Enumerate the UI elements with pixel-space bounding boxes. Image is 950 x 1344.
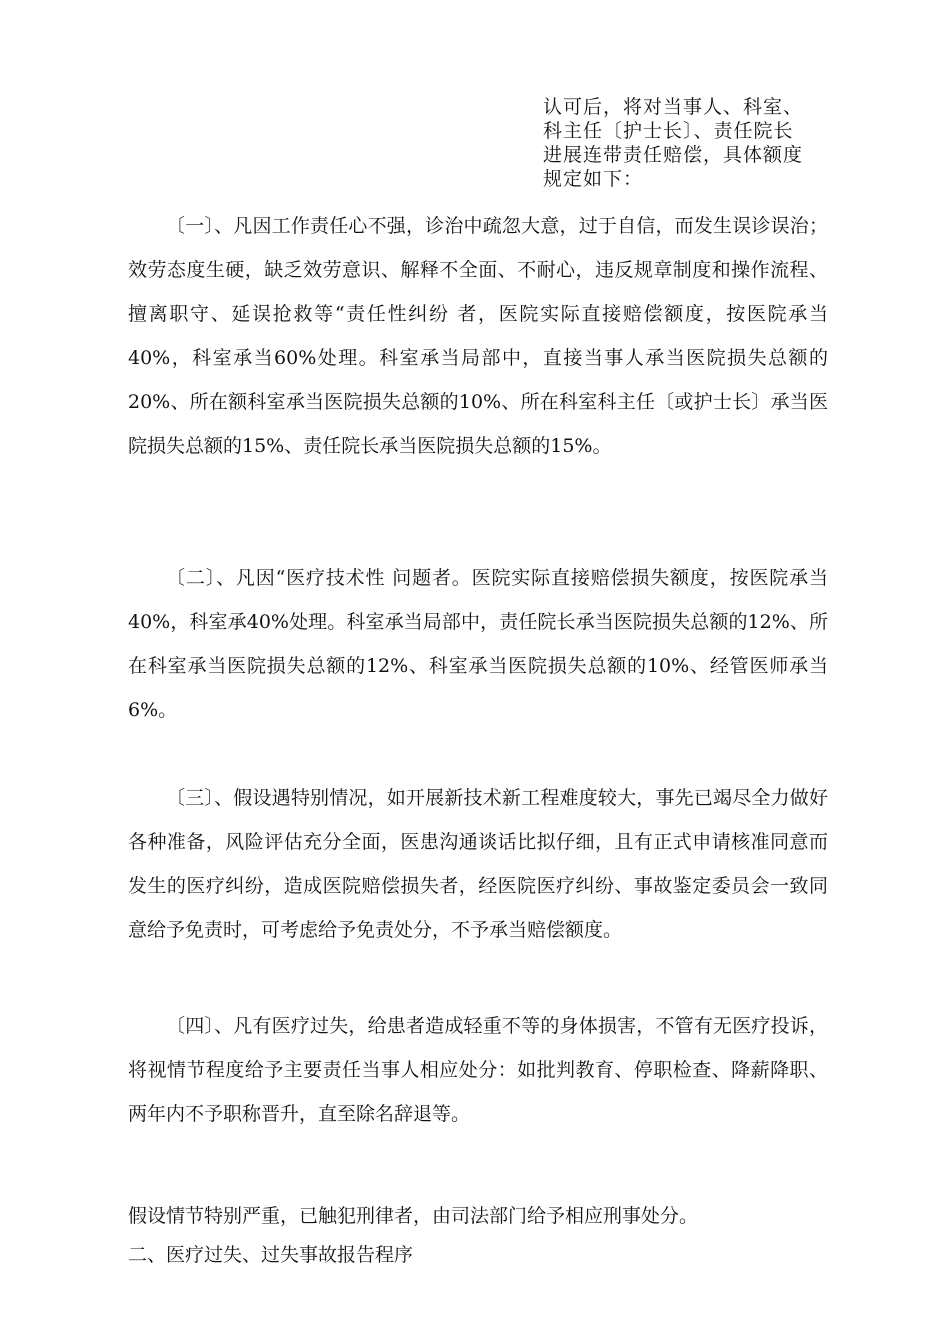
paragraph-item-2: 〔二〕、凡因“医疗技术性 问题者。医院实际直接赔偿损失额度，按医院承当40%，科室承40%处理。科室承当局部中，责任院长承当医院损失总额的12%、所在科室承当医院损失总额的12%、科室承当医院损失总额的10%、经管医师承当6%。 xyxy=(128,567,828,721)
continuation-text-block xyxy=(543,95,843,191)
paragraph-item-1: 〔一〕、凡因工作责任心不强，诊治中疏忽大意，过于自信，而发生误诊误治；效劳态度生硬，缺乏效劳意识、解释不全面、不耐心，违反规章制度和操作流程、擅离职守、延误抢救等“责任性纠纷 者，医院实际直接赔偿额度，按医院承当40%，科室承当60%处理。科室承当局部中，直接当事人承当医院损失总额的20%、所在额科室承当医院损失总额的10%、所在科室科主任〔或护士长〕承当医院损失总额的15%、责任院长承当医院损失总额的15%。 xyxy=(128,215,828,457)
closing-line: 假设情节特别严重，已触犯刑律者，由司法部门给予相应刑事处分。 xyxy=(128,1205,699,1227)
continuation-line-3: 进展连带责任赔偿，具体额度 xyxy=(543,144,804,166)
paragraph-item-3: 〔三〕、假设遇特别情况，如开展新技术新工程难度较大，事先已竭尽全力做好各种准备，风险评估充分全面，医患沟通谈话比拟仔细，且有正式申请核准同意而发生的医疗纠纷，造成医院赔偿损失者，经医院医疗纠纷、事故鉴定委员会一致同意给予免责时，可考虑给予免责处分，不予承当赔偿额度。 xyxy=(128,787,828,941)
continuation-line-4: 规定如下： xyxy=(543,168,644,190)
paragraph-item-4: 〔四〕、凡有医疗过失，给患者造成轻重不等的身体损害，不管有无医疗投诉，将视情节程度给予主要责任当事人相应处分：如批判教育、停职检查、降薪降职、两年内不予职称晋升，直至除名辞退等。 xyxy=(128,1015,828,1125)
continuation-line-2: 科主任〔护士长〕、责任院长 xyxy=(543,120,794,142)
section-heading: 二、医疗过失、过失事故报告程序 xyxy=(128,1244,414,1266)
continuation-line-1: 认可后，将对当事人、科室、 xyxy=(543,96,804,118)
